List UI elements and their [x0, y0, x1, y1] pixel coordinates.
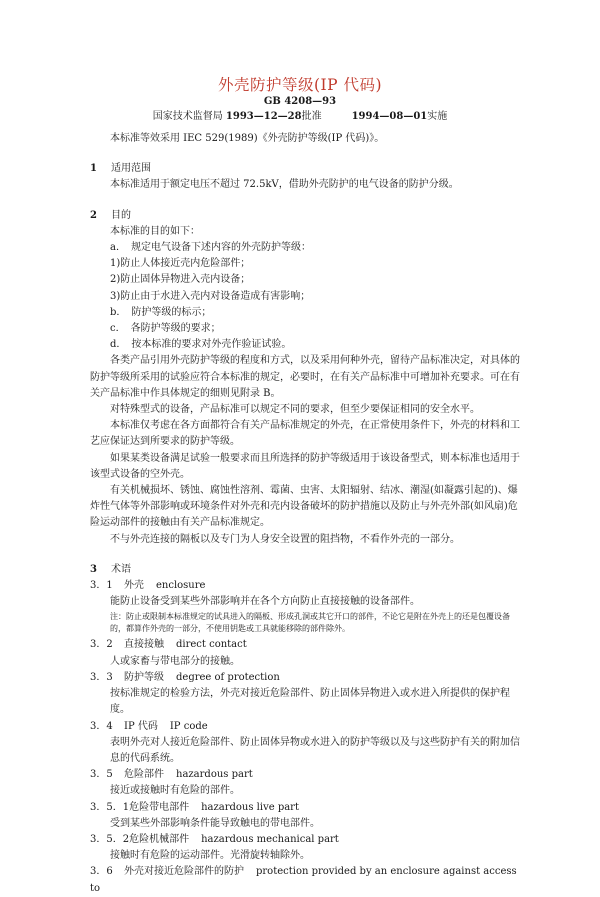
- section-1-heading: 1 适用范围: [90, 163, 151, 175]
- term-3-3-definition: 按标准规定的检验方法，外壳对接近危险部件、防止固体异物进入或水进入所提供的保护程度。: [110, 688, 510, 716]
- list-item-a1: 1)防止人体接近壳内危险部件；: [110, 258, 251, 270]
- list-item-c: c． 各防护等级的要求；: [110, 323, 221, 335]
- list-item-a3: 3)防止由于水进入壳内对设备造成有害影响；: [110, 290, 311, 302]
- term-3-1-note: 注：防止或限制本标准规定的试具进入的隔板、形成孔洞或其它开口的部件，不论它是附在外壳上的还是包覆设备的，都算作外壳的一部分，不使用钥匙或工具就能移除的部件除外。: [110, 612, 510, 634]
- list-item-a2: 2)防止固体异物进入壳内设备；: [110, 274, 251, 286]
- term-3-5-1-definition: 受到某些外部影响条件能导致触电的带电部件。: [110, 817, 320, 829]
- section-2-paragraph-4: 本标准仅考虑在各方面都符合有关产品标准规定的外壳，在正常使用条件下，外壳的材料和工艺应保证达到所要求的防护等级。: [90, 420, 520, 448]
- standard-number: GB 4208—93: [263, 96, 337, 107]
- term-3-4-heading: 3．4 IP 代码 IP code: [90, 720, 208, 732]
- approval-line: [0, 110, 600, 123]
- section-2-intro: 本标准的目的如下：: [110, 225, 200, 237]
- section-2-paragraph-2: 各类产品引用外壳防护等级的程度和方式，以及采用何种外壳，留待产品标准决定，对具体的防护等级所采用的试验应符合本标准的规定，必要时，在有关产品标准中可增加补充要求。可在有关产品标准中作具体规定的细则见附录 B。: [90, 355, 520, 399]
- list-item-b: b． 防护等级的标示；: [110, 306, 212, 318]
- term-3-1-definition: 能防止设备受到某些外部影响并在各个方向防止直接接触的设备部件。: [110, 596, 420, 608]
- effective-date: 1994—08—01: [351, 111, 428, 122]
- term-3-1-heading: 3．1 外壳 enclosure: [90, 580, 206, 592]
- section-2-paragraph-3: 对特殊型式的设备，产品标准可以规定不同的要求，但至少要保证相同的安全水平。: [110, 404, 480, 416]
- section-2-paragraph-5: 如果某类设备满足试验一般要求而且所选择的防护等级适用于该设备型式，则本标准也适用于该型式设备的空外壳。: [90, 452, 520, 480]
- section-2-paragraph-6: 有关机械损坏、锈蚀、腐蚀性溶剂、霉菌、虫害、太阳辐射、结冰、潮湿(如凝露引起的)、爆炸性气体等外部影响或环境条件对外壳和壳内设备破坏的防护措施以及防止与外壳外部(如风扇)危险运动部件的接触由有关产品标准规定。: [90, 485, 518, 529]
- term-3-2-definition: 人或家畜与带电部分的接触。: [110, 655, 240, 667]
- term-3-5-heading: 3．5 危险部件 hazardous part: [90, 769, 253, 781]
- section-2-heading: 2 目的: [90, 209, 131, 221]
- term-3-3-heading: 3．3 防护等级 degree of protection: [90, 671, 280, 683]
- intro-paragraph: 本标准等效采用 IEC 529(1989)《外壳防护等级(IP 代码)》。: [110, 133, 385, 144]
- effective-suffix: 实施: [427, 111, 448, 122]
- term-3-2-heading: 3．2 直接接触 direct contact: [90, 639, 247, 651]
- term-3-6-heading: 3．6 外壳对接近危险部件的防护 protection provided by an enclosure against access to: [90, 866, 517, 894]
- term-3-5-definition: 接近或接触时有危险的部件。: [110, 785, 240, 797]
- document-body: [90, 131, 520, 897]
- approval-date: 1993—12—28: [225, 111, 302, 122]
- list-item-a: a． 规定电气设备下述内容的外壳防护等级：: [110, 242, 311, 254]
- list-item-d: d． 按本标准的要求对外壳作验证试验。: [110, 339, 292, 351]
- term-3-5-2-heading: 3．5．2危险机械部件 hazardous mechanical part: [90, 833, 339, 845]
- section-2-paragraph-7: 不与外壳连接的隔板以及专门为人身安全设置的阻挡物，不看作外壳的一部分。: [110, 533, 460, 545]
- section-3-heading: 3 术语: [90, 563, 131, 575]
- term-3-4-definition: 表明外壳对人接近危险部件、防止固体异物或水进入的防护等级以及与这些防护有关的附加信息的代码系统。: [110, 736, 520, 764]
- section-1-text: 本标准适用于额定电压不超过 72.5kV，借助外壳防护的电气设备的防护分级。: [110, 179, 459, 191]
- approval-suffix: 批准: [301, 111, 322, 122]
- term-3-5-2-definition: 接触时有危险的运动部件。光滑旋转轴除外。: [110, 850, 310, 862]
- approval-authority: 国家技术监督局: [152, 111, 223, 122]
- document-title: 外壳防护等级(IP 代码): [217, 76, 383, 94]
- term-3-5-1-heading: 3．5．1危险带电部件 hazardous live part: [90, 801, 299, 813]
